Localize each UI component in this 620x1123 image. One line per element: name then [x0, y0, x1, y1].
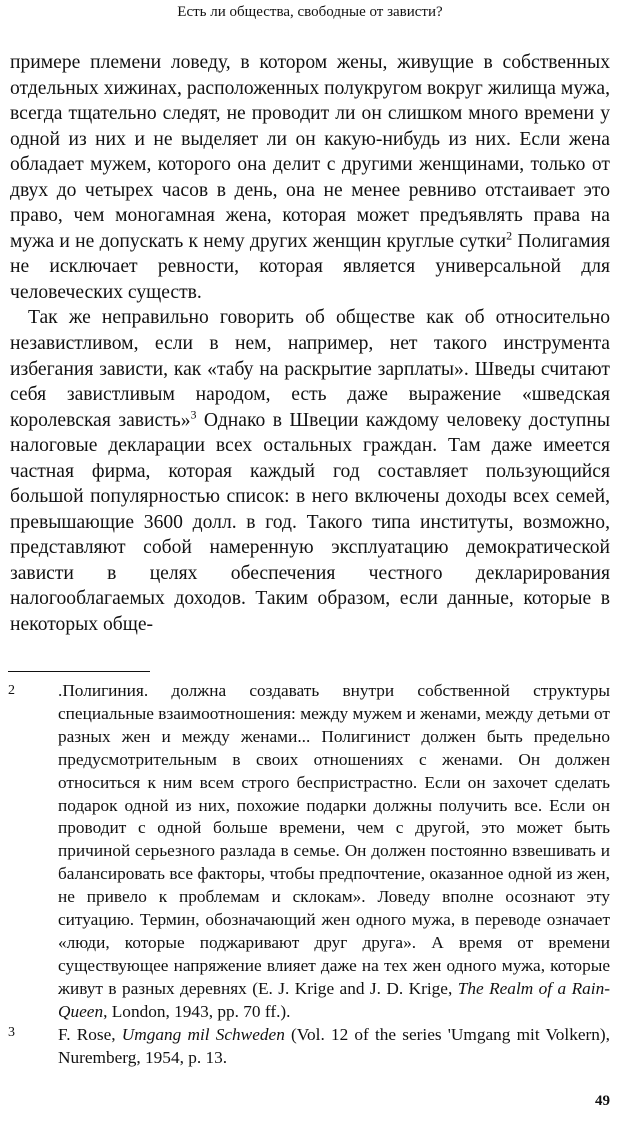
- footnote-3-book-title: Umgang mil Schweden: [121, 1024, 285, 1044]
- footnote-3-number: 3: [8, 1024, 15, 1040]
- footnote-3-author: F. Rose,: [58, 1024, 122, 1044]
- footnote-3: [8, 1024, 610, 1070]
- main-text: [10, 50, 610, 638]
- paragraph-1: [10, 50, 610, 305]
- footnote-ref-3[interactable]: 3: [190, 407, 197, 422]
- paragraph-1-text: примере племени ловеду, в котором жены, живущие в собственных отдельных хижинах, расположенных полукругом вокруг жилища мужа, всегда тщательно следят, не проводит ли он слишком много времени у одной из них и не выделяет ли он какую-нибудь из них. Если жена обладает мужем, которого она делит с другими женщинами, только от двух до четырех часов в день, она не менее ревниво отстаивает это право, чем моногамная жена, которая может предъявлять права на мужа и не допускать к нему других женщин круглые сутки: [10, 52, 610, 252]
- footnotes: [8, 680, 610, 1069]
- paragraph-2-text-end: Однако в Швеции каждому человеку доступны налоговые декларации всех остальных граждан. Там даже имеется частная фирма, которая каждый год составляет пользующийся большой популярностью список: в него включены доходы всех семей, превышающие 3600 долл. в год. Такого типа институты, возможно, представляют собой намеренную эксплуатацию демократической зависти в целях обеспечения честного декларирования налогооблагаемых доходов. Таким образом, если данные, которые в некоторых обще-: [10, 409, 610, 636]
- running-title: Есть ли общества, свободные от зависти?: [177, 4, 443, 20]
- footnote-2-citation: , London, 1943, pp. 70 ff.).: [103, 1001, 291, 1021]
- footnote-2-number: 2: [8, 683, 15, 698]
- footnote-2: [8, 680, 610, 1024]
- paragraph-1-text-end: Полигамия не исключает ревности, которая является универсальной для человеческих существ.: [10, 230, 610, 303]
- footnote-3-citation: (Vol. 12 of the series 'Umgang mit Volkern), Nuremberg, 1954, p. 13.: [58, 1024, 610, 1067]
- page-number: 49: [595, 1093, 610, 1109]
- paragraph-2-text: Так же неправильно говорить об обществе как об относительно независтливом, если в нем, например, нет такого инструмента избегания зависти, как «табу на раскрытие зарплаты». Шведы считают себя завистливым народом, есть даже выражение «шведская королевская зависть»: [10, 307, 610, 431]
- footnote-ref-2[interactable]: 2: [506, 228, 513, 243]
- paragraph-2: [10, 305, 610, 637]
- footnote-2-text: .Полигиния. должна создавать внутри собственной структуры специальные взаимоотношения: между мужем и женами, между детьми от разных жен и между женами... Полигинист должен быть предельно предусмотрительным в своих отношениях с женами. Он должен относиться к ним всем строго беспристрастно. Если он захочет сделать подарок одной из них, похожие подарки должны получить все. Если он проводит с одной больше времени, чем с другой, это может быть причиной серьезного разлада в семье. Он должен постоянно взвешивать и балансировать все факторы, чтобы предпочтение, оказанное одной из жен, не привело к проблемам и склокам». Ловеду вполне осознают эту ситуацию. Термин, обозначающий жен одного мужа, в переводе означает «люди, которые поджаривают друг друга». А время от времени существующее напряжение влияет даже на тех жен одного мужа, которые живут в разных деревнях (E. J. Krige and J. D. Krige,: [58, 681, 610, 998]
- footnote-2-book-title: The Realm of a Rain-Queen: [58, 978, 610, 1021]
- footnote-separator: [8, 671, 150, 672]
